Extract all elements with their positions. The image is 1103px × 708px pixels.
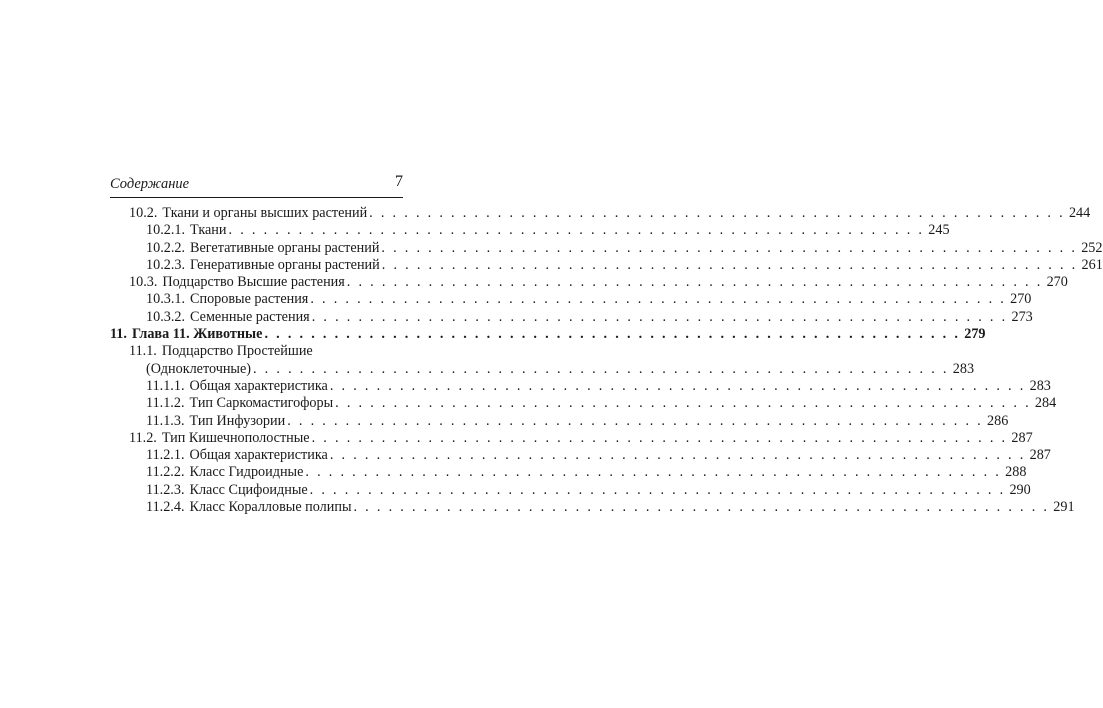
toc-entry-title: Общая характеристика	[189, 377, 328, 394]
toc-entry-page: 291	[1053, 499, 1075, 516]
toc-entry-page: 283	[952, 360, 975, 377]
toc-entry-number: 11.1.1.	[146, 377, 185, 394]
toc-entry	[110, 205, 1091, 222]
toc-entry-number: 11.2.	[129, 429, 157, 446]
toc-entry-title: Общая характеристика	[189, 447, 328, 464]
dot-leader	[310, 430, 1008, 447]
toc-entry-number: 10.3.1.	[146, 291, 186, 308]
toc-entry-row	[146, 308, 1033, 326]
toc-entry-page: 273	[1011, 308, 1033, 325]
dot-leader	[262, 326, 960, 343]
toc-entry-row	[146, 256, 1103, 274]
toc-entry-row	[110, 326, 986, 343]
toc-entry-title: Подцарство Простейшие	[161, 343, 313, 360]
toc-entry-title: Тип Саркомастигофоры	[189, 395, 334, 412]
toc-entry-number: 11.2.2.	[146, 464, 185, 481]
toc-entry-number: 11.1.2.	[146, 395, 185, 412]
toc-entry-row	[146, 222, 950, 239]
toc-entry-page: 270	[1010, 291, 1032, 308]
dot-leader	[351, 499, 1049, 516]
dot-leader	[308, 482, 1006, 499]
toc-entry-number: 11.1.	[129, 343, 157, 360]
toc-entry-number: 11.1.3.	[146, 412, 185, 429]
dot-leader	[380, 257, 1078, 274]
toc-entry-page: 252	[1081, 239, 1103, 256]
toc-entry-title: Вегетативные органы растений	[190, 239, 380, 256]
toc-entry-title: Семенные растения	[190, 308, 310, 325]
toc-entry-number: 11.2.3.	[146, 481, 185, 498]
toc-entry	[110, 412, 1009, 430]
toc-entry-number: 10.3.2.	[146, 308, 186, 325]
toc-entry-row	[129, 205, 1091, 222]
toc-entry-row	[129, 429, 1033, 447]
toc-entry-row	[146, 395, 1057, 412]
toc-entry-title: Подцарство Высшие растения	[162, 274, 345, 291]
toc-entry	[110, 239, 1103, 257]
dot-leader	[310, 309, 1008, 326]
dot-leader	[303, 464, 1001, 481]
dot-leader	[379, 240, 1077, 257]
toc-entry-row	[146, 499, 1075, 516]
running-head	[110, 175, 403, 198]
toc-entry-page: 287	[1011, 429, 1033, 446]
running-head-title: Содержание	[110, 176, 190, 192]
toc-entry-page: 283	[1029, 377, 1051, 394]
table-of-contents	[110, 205, 1103, 516]
toc-entry-page: 279	[964, 326, 986, 343]
toc-entry	[110, 343, 403, 360]
toc-entry-title: Ткани	[190, 222, 227, 239]
toc-entry-page: 244	[1068, 205, 1091, 221]
toc-entry-number: 10.2.3.	[146, 256, 186, 273]
toc-entry-title: Ткани и органы высших растений	[162, 205, 368, 221]
dot-leader	[333, 395, 1031, 412]
toc-entry	[110, 447, 1051, 464]
toc-entry-page: 261	[1081, 256, 1103, 273]
toc-entry-title: Класс Коралловые полипы	[189, 499, 352, 516]
dot-leader	[285, 413, 983, 430]
toc-entry-title: Класс Гидроидные	[189, 464, 304, 481]
toc-entry-page: 290	[1009, 481, 1031, 498]
toc-entry-page: 284	[1034, 395, 1057, 412]
dot-leader	[328, 447, 1026, 464]
toc-entry-title: Тип Инфузории	[189, 412, 286, 429]
toc-entry	[110, 256, 1103, 274]
dot-leader	[227, 222, 925, 239]
toc-entry-row	[146, 360, 975, 378]
toc-entry	[110, 429, 1033, 447]
toc-entry	[110, 222, 950, 239]
toc-entry-title: Генеративные органы растений	[190, 256, 380, 273]
toc-entry-number: 10.2.1.	[146, 222, 186, 239]
toc-entry-title: Споровые растения	[190, 291, 309, 308]
toc-entry-page: 288	[1005, 464, 1027, 481]
toc-entry	[110, 360, 975, 378]
page-number: 7	[395, 173, 403, 190]
toc-entry-title: Глава 11. Животные	[131, 326, 263, 343]
dot-leader	[328, 378, 1026, 395]
dot-leader	[251, 361, 949, 378]
toc-entry-number: 11.	[110, 326, 127, 343]
toc-entry	[110, 274, 1068, 291]
toc-entry	[110, 499, 1075, 516]
toc-entry-title: Класс Сцифоидные	[189, 481, 308, 498]
toc-entry-number: 11.2.1.	[146, 447, 185, 464]
toc-entry	[110, 308, 1033, 326]
toc-entry-row	[146, 447, 1051, 464]
toc-entry-title: (Одноклеточные)	[146, 360, 251, 377]
dot-leader	[367, 205, 1065, 222]
toc-entry-row	[146, 377, 1051, 395]
toc-entry	[110, 464, 1027, 481]
toc-entry	[110, 291, 1032, 308]
dot-leader	[308, 291, 1006, 308]
toc-entry	[110, 377, 1051, 395]
toc-entry-number: 10.2.	[129, 205, 158, 221]
toc-entry-number: 11.2.4.	[146, 499, 185, 516]
toc-entry-page: 245	[928, 222, 950, 239]
toc-entry	[110, 481, 1031, 499]
toc-entry-row	[146, 464, 1027, 481]
toc-entry-title: Тип Кишечнополостные	[161, 429, 310, 446]
dot-leader	[345, 274, 1043, 291]
toc-entry	[110, 395, 1057, 412]
toc-entry	[110, 326, 986, 343]
toc-entry-row	[129, 274, 1068, 291]
toc-entry-page: 286	[987, 412, 1009, 429]
toc-entry-row	[146, 239, 1103, 257]
toc-entry-page: 287	[1029, 447, 1051, 464]
toc-entry-number: 10.3.	[129, 274, 158, 291]
toc-entry-row	[146, 412, 1009, 430]
toc-entry-number: 10.2.2.	[146, 239, 186, 256]
toc-entry-row	[146, 291, 1032, 308]
toc-entry-page: 270	[1046, 274, 1068, 291]
toc-entry-row	[146, 481, 1031, 499]
toc-entry-row	[129, 343, 403, 360]
